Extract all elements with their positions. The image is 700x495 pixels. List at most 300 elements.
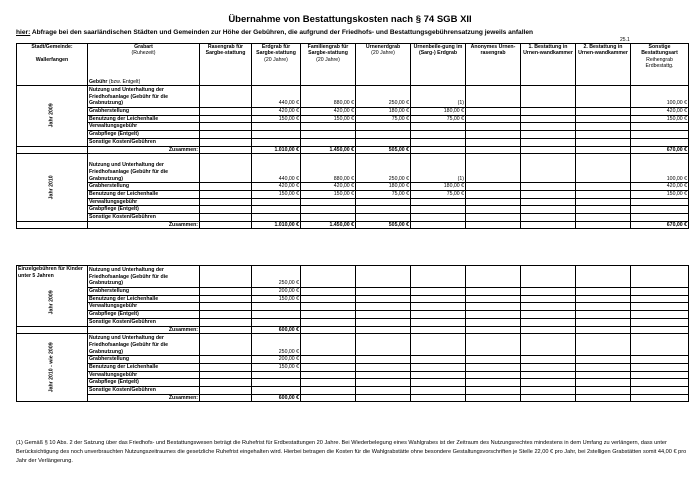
- table-row: [17, 311, 689, 319]
- table-cell: [521, 379, 576, 387]
- table-cell: 150,00 €: [301, 190, 356, 198]
- table-row: [17, 198, 689, 206]
- table-cell: [466, 363, 521, 371]
- table-cell: [200, 131, 252, 139]
- table-cell: [521, 318, 576, 326]
- table-cell: [576, 311, 631, 319]
- table-cell: 1.450,00 €: [301, 221, 356, 229]
- table-cell: [301, 394, 356, 402]
- table-cell: 75,00 €: [356, 190, 411, 198]
- table-row: [17, 334, 689, 356]
- table-cell: [576, 379, 631, 387]
- table-cell: [521, 86, 576, 108]
- table-cell: Benutzung der Leichenhalle: [88, 295, 200, 303]
- year-label-2010: Jahr 2010: [17, 154, 88, 222]
- table-cell: [356, 138, 411, 146]
- table-cell: [301, 138, 356, 146]
- table-cell: [252, 214, 301, 222]
- table-cell: 100,00 €: [631, 86, 689, 108]
- table-cell: [200, 183, 252, 191]
- table-cell: [466, 123, 521, 131]
- table-cell: [521, 154, 576, 183]
- table-cell: [466, 86, 521, 108]
- table-cell: [521, 146, 576, 154]
- table-cell: [252, 311, 301, 319]
- table-cell: Verwaltungsgebühr: [88, 371, 200, 379]
- table-cell: [301, 123, 356, 131]
- table-cell: [411, 387, 466, 395]
- total-row: [17, 221, 689, 229]
- table-cell: [200, 295, 252, 303]
- table-cell: [200, 206, 252, 214]
- table-cell: [411, 318, 466, 326]
- table-cell: [576, 206, 631, 214]
- table-cell: [466, 326, 521, 334]
- table-cell: [301, 387, 356, 395]
- table-cell: [631, 356, 689, 364]
- table-cell: Grabherstellung: [88, 356, 200, 364]
- table-cell: [521, 334, 576, 356]
- header-col7: 1. Bestattung in Urnen-wandkammer: [521, 44, 576, 86]
- table-cell: [200, 363, 252, 371]
- table-cell: [576, 138, 631, 146]
- table-row: [17, 387, 689, 395]
- table-cell: [17, 326, 88, 334]
- table-cell: Benutzung der Leichenhalle: [88, 363, 200, 371]
- table-row: [17, 131, 689, 139]
- table-cell: 420,00 €: [301, 183, 356, 191]
- table-cell: [466, 115, 521, 123]
- table-cell: [521, 311, 576, 319]
- table-cell: [301, 311, 356, 319]
- table-cell: [631, 387, 689, 395]
- table-row: [17, 303, 689, 311]
- table-cell: [252, 303, 301, 311]
- table-cell: [200, 326, 252, 334]
- table-cell: [252, 387, 301, 395]
- table-cell: [521, 183, 576, 191]
- header-col4: Urnenerdgrab (20 Jahre): [356, 44, 411, 86]
- table-cell: [200, 379, 252, 387]
- table-cell: [411, 288, 466, 296]
- page-number: 25.1: [620, 37, 630, 43]
- table-cell: [631, 123, 689, 131]
- table-cell: [466, 387, 521, 395]
- table-cell: [466, 221, 521, 229]
- table-cell: [631, 288, 689, 296]
- table-cell: Zusammen:: [88, 326, 200, 334]
- table-cell: 150,00 €: [301, 115, 356, 123]
- table-cell: 1.010,00 €: [252, 146, 301, 154]
- table-cell: 250,00 €: [356, 86, 411, 108]
- table-cell: [466, 108, 521, 116]
- table-cell: [200, 146, 252, 154]
- table-cell: [521, 295, 576, 303]
- table-cell: [411, 334, 466, 356]
- table-row: [17, 379, 689, 387]
- table-cell: (1): [411, 86, 466, 108]
- document-title: Übernahme von Bestattungskosten nach § 74 SGB XII: [228, 14, 472, 25]
- row-label-sonstige: Sonstige Kosten/Gebühren: [88, 138, 200, 146]
- table-cell: [466, 295, 521, 303]
- table-cell: [200, 334, 252, 356]
- table-cell: 180,00 €: [356, 183, 411, 191]
- table-cell: [631, 318, 689, 326]
- table-cell: [301, 371, 356, 379]
- table-cell: [631, 326, 689, 334]
- table-row: [17, 115, 689, 123]
- table-cell: [466, 303, 521, 311]
- table-cell: [576, 154, 631, 183]
- table-cell: 250,00 €: [356, 154, 411, 183]
- table-cell: Verwaltungsgebühr: [88, 303, 200, 311]
- table-cell: Grabpflege (Entgelt): [88, 311, 200, 319]
- table-cell: [411, 123, 466, 131]
- table-cell: [576, 394, 631, 402]
- subtitle-prefix: hier:: [16, 29, 31, 36]
- table-cell: [631, 303, 689, 311]
- table-cell: 75,00 €: [356, 115, 411, 123]
- year-label-kinder-2009: Einzelgebühren für Kinder unter 5 Jahren Jahr 2009: [17, 266, 88, 327]
- table-cell: Zusammen:: [88, 146, 200, 154]
- table-cell: [200, 221, 252, 229]
- table-cell: [356, 303, 411, 311]
- table-cell: [576, 363, 631, 371]
- table-cell: [576, 198, 631, 206]
- table-cell: [576, 221, 631, 229]
- table-row: [17, 266, 689, 288]
- table-cell: Grabpflege (Entgelt): [88, 379, 200, 387]
- table-cell: [411, 394, 466, 402]
- table-cell: [466, 311, 521, 319]
- table-cell: [356, 379, 411, 387]
- table-cell: [631, 138, 689, 146]
- table-cell: [301, 356, 356, 364]
- table-cell: [576, 318, 631, 326]
- table-cell: [356, 371, 411, 379]
- table-cell: [356, 123, 411, 131]
- table-cell: [200, 108, 252, 116]
- row-label-leichenhalle: Benutzung der Leichenhalle: [88, 115, 200, 123]
- table-cell: [200, 266, 252, 288]
- table-cell: [301, 131, 356, 139]
- table-cell: [200, 356, 252, 364]
- year-label-2009: Jahr 2009: [17, 86, 88, 147]
- table-cell: 150,00 €: [252, 363, 301, 371]
- table-cell: [301, 303, 356, 311]
- table-cell: [576, 146, 631, 154]
- row-label-nutzung: Nutzung und Unterhaltung der Friedhofsanlage (Gebühr für die Grabnutzung): [88, 266, 200, 288]
- table-cell: [356, 356, 411, 364]
- table-cell: [631, 214, 689, 222]
- table-cell: [521, 394, 576, 402]
- table-cell: [466, 131, 521, 139]
- table-cell: [466, 356, 521, 364]
- table-cell: [631, 198, 689, 206]
- table-cell: [411, 326, 466, 334]
- total-row: [17, 326, 689, 334]
- table-cell: [466, 146, 521, 154]
- table-cell: [200, 190, 252, 198]
- table-cell: [576, 288, 631, 296]
- table-cell: [521, 115, 576, 123]
- row-label-grabherstellung: Grabherstellung: [88, 183, 200, 191]
- header-col9: Sonstige Bestattungsart Reihengrab Erdbestattg.: [631, 44, 689, 86]
- table-cell: [576, 131, 631, 139]
- table-cell: 250,00 €: [252, 266, 301, 288]
- table-cell: [411, 138, 466, 146]
- table-cell: [252, 131, 301, 139]
- table-cell: [576, 303, 631, 311]
- table-cell: [521, 221, 576, 229]
- table-cell: [466, 318, 521, 326]
- table-cell: [200, 115, 252, 123]
- table-cell: [301, 379, 356, 387]
- table-cell: [301, 214, 356, 222]
- table-cell: 150,00 €: [252, 115, 301, 123]
- table-cell: [356, 394, 411, 402]
- row-label-nutzung: Nutzung und Unterhaltung der Friedhofsanlage (Gebühr für die Grabnutzung): [88, 154, 200, 183]
- footnote: (1) Gemäß § 10 Abs. 2 der Satzung über das Friedhofs- und Bestattungswesen beträgt die Ruhefrist für Erdbestattungen 20 Jahre. Bei Wiederbelegung eines Wahlgrabes ist der Zeitraum des Nutzungsrechtes mindestens in dem Umfang zu verlängern, dass unter Berücksichtigung des noch unverbrauchten Nutzungszeitraumes die gesetzliche Ruhefrist eingehalten wird. Hierbei betragen die Kosten für die Wahlgrabstätte ohne besondere Gestaltungsvorschriften je Stelle 22,00 € pro Jahr, bei 2stelligen Grabstätten somit 44,00 € pro Jahr der Verlängerung.: [16, 440, 687, 464]
- table-cell: [466, 190, 521, 198]
- table-cell: [466, 206, 521, 214]
- header-stadt: Stadt/Gemeinde: Wallerfangen: [17, 44, 88, 86]
- table-cell: [200, 394, 252, 402]
- table-cell: [356, 311, 411, 319]
- row-label-nutzung: Nutzung und Unterhaltung der Friedhofsanlage (Gebühr für die Grabnutzung): [88, 86, 200, 108]
- table-cell: [521, 356, 576, 364]
- table-cell: 1.010,00 €: [252, 221, 301, 229]
- table-cell: [521, 206, 576, 214]
- table-cell: [576, 266, 631, 288]
- total-row: [17, 146, 689, 154]
- table-cell: 420,00 €: [301, 108, 356, 116]
- table-cell: [576, 334, 631, 356]
- total-row: [17, 394, 689, 402]
- table-cell: 600,00 €: [252, 394, 301, 402]
- header-row: [17, 44, 689, 86]
- row-label-verwaltung: Verwaltungsgebühr: [88, 198, 200, 206]
- table-cell: [466, 379, 521, 387]
- table-cell: [576, 356, 631, 364]
- table-cell: [301, 318, 356, 326]
- table-cell: [521, 387, 576, 395]
- table-cell: [631, 371, 689, 379]
- table-cell: [521, 198, 576, 206]
- table-cell: [411, 198, 466, 206]
- table-cell: 505,00 €: [356, 146, 411, 154]
- table-cell: [200, 154, 252, 183]
- table-cell: [356, 363, 411, 371]
- table-cell: [466, 266, 521, 288]
- fee-table-children: [16, 265, 689, 402]
- table-cell: [200, 214, 252, 222]
- table-cell: [521, 138, 576, 146]
- table-cell: [631, 206, 689, 214]
- table-cell: [411, 295, 466, 303]
- table-cell: 420,00 €: [252, 183, 301, 191]
- table-cell: [411, 146, 466, 154]
- table-row: [17, 123, 689, 131]
- table-cell: [200, 138, 252, 146]
- table-cell: 150,00 €: [631, 115, 689, 123]
- table-cell: [466, 371, 521, 379]
- table-cell: [631, 334, 689, 356]
- table-cell: [576, 371, 631, 379]
- row-label-sonstige: Sonstige Kosten/Gebühren: [88, 214, 200, 222]
- fee-table-adults: [16, 43, 689, 229]
- table-row: [17, 363, 689, 371]
- table-cell: [252, 318, 301, 326]
- table-cell: [466, 183, 521, 191]
- table-cell: 75,00 €: [411, 190, 466, 198]
- table-cell: [411, 311, 466, 319]
- header-col8: 2. Bestattung in Urnen-wandkammer: [576, 44, 631, 86]
- table-cell: Zusammen:: [88, 394, 200, 402]
- table-cell: [466, 154, 521, 183]
- table-row: [17, 356, 689, 364]
- table-cell: [356, 288, 411, 296]
- table-cell: [356, 295, 411, 303]
- table-cell: [576, 190, 631, 198]
- row-label-grabherstellung: Grabherstellung: [88, 108, 200, 116]
- table-row: [17, 190, 689, 198]
- table-cell: Zusammen:: [88, 221, 200, 229]
- header-col2: Erdgrab für Sargbe-stattung (20 Jahre): [252, 44, 301, 86]
- table-cell: [301, 266, 356, 288]
- table-cell: (1): [411, 154, 466, 183]
- table-cell: [576, 115, 631, 123]
- table-cell: [200, 387, 252, 395]
- table-cell: [521, 214, 576, 222]
- table-cell: 420,00 €: [631, 183, 689, 191]
- table-cell: [200, 86, 252, 108]
- table-cell: [200, 303, 252, 311]
- table-cell: Sonstige Kosten/Gebühren: [88, 318, 200, 326]
- table-cell: [356, 266, 411, 288]
- table-cell: [631, 394, 689, 402]
- table-cell: 670,00 €: [631, 221, 689, 229]
- year-label-kinder-2010: Jahr 2010 - wie 2009: [17, 334, 88, 402]
- header-col5: Urnenbeile-gung im (Sarg-) Erdgrab: [411, 44, 466, 86]
- table-cell: 880,00 €: [301, 154, 356, 183]
- table-cell: [411, 371, 466, 379]
- table-cell: [301, 206, 356, 214]
- table-cell: Sonstige Kosten/Gebühren: [88, 387, 200, 395]
- table-cell: [356, 206, 411, 214]
- header-col6: Anonymes Urnen-rasengrab: [466, 44, 521, 86]
- table-cell: [356, 198, 411, 206]
- table-cell: [200, 318, 252, 326]
- table-row: [17, 138, 689, 146]
- table-cell: [301, 295, 356, 303]
- table-cell: [576, 123, 631, 131]
- table-cell: Grabherstellung: [88, 288, 200, 296]
- table-cell: [631, 131, 689, 139]
- table-cell: [411, 214, 466, 222]
- table-cell: [521, 131, 576, 139]
- table-cell: [631, 379, 689, 387]
- table-cell: [521, 326, 576, 334]
- table-cell: [356, 131, 411, 139]
- table-cell: [521, 363, 576, 371]
- table-cell: 200,00 €: [252, 288, 301, 296]
- table-cell: 600,00 €: [252, 326, 301, 334]
- table-cell: 100,00 €: [631, 154, 689, 183]
- table-cell: [301, 326, 356, 334]
- row-label-grabpflege: Grabpflege (Entgelt): [88, 131, 200, 139]
- table-cell: 440,00 €: [252, 86, 301, 108]
- table-row: [17, 108, 689, 116]
- table-cell: 670,00 €: [631, 146, 689, 154]
- table-cell: [17, 221, 88, 229]
- table-cell: [521, 108, 576, 116]
- table-cell: 180,00 €: [411, 183, 466, 191]
- table-cell: [631, 363, 689, 371]
- header-grabart: Grabart (Ruhezeit) Gebühr (bzw. Entgelt): [88, 44, 200, 86]
- table-cell: [252, 123, 301, 131]
- table-row: [17, 288, 689, 296]
- table-cell: [301, 334, 356, 356]
- table-cell: [356, 214, 411, 222]
- table-cell: [200, 371, 252, 379]
- table-cell: 440,00 €: [252, 154, 301, 183]
- table-cell: 420,00 €: [252, 108, 301, 116]
- table-cell: Nutzung und Unterhaltung der Friedhofsanlage (Gebühr für die Grabnutzung): [88, 334, 200, 356]
- table-cell: 1.450,00 €: [301, 146, 356, 154]
- table-cell: [576, 183, 631, 191]
- table-row: [17, 371, 689, 379]
- table-cell: 250,00 €: [252, 334, 301, 356]
- table-cell: [576, 295, 631, 303]
- header-col1: Rasengrab für Sargbe-stattung: [200, 44, 252, 86]
- table-cell: [252, 379, 301, 387]
- row-label-leichenhalle: Benutzung der Leichenhalle: [88, 190, 200, 198]
- table-cell: 505,00 €: [356, 221, 411, 229]
- table-cell: [466, 138, 521, 146]
- table-cell: [252, 371, 301, 379]
- document-subtitle: [16, 29, 533, 36]
- table-cell: [411, 221, 466, 229]
- table-cell: [521, 303, 576, 311]
- header-col3: Familiengrab für Sargbe-stattung (20 Jahre): [301, 44, 356, 86]
- table-cell: 75,00 €: [411, 115, 466, 123]
- table-cell: [356, 318, 411, 326]
- table-cell: 150,00 €: [252, 190, 301, 198]
- table-cell: [411, 303, 466, 311]
- table-cell: [200, 123, 252, 131]
- table-cell: [411, 363, 466, 371]
- subtitle-text: Abfrage bei den saarländischen Städten und Gemeinden zur Höhe der Gebühren, die aufgrund der Friedhofs- und Bestattungsgebührensatzung jeweils anfallen: [30, 29, 534, 36]
- table-cell: 180,00 €: [356, 108, 411, 116]
- row-label-grabpflege: Grabpflege (Entgelt): [88, 206, 200, 214]
- table-cell: [301, 198, 356, 206]
- table-row: [17, 206, 689, 214]
- table-cell: [356, 387, 411, 395]
- table-cell: [411, 206, 466, 214]
- table-cell: [521, 371, 576, 379]
- table-cell: [466, 214, 521, 222]
- table-cell: [521, 190, 576, 198]
- table-cell: [200, 198, 252, 206]
- table-cell: [411, 379, 466, 387]
- table-cell: [576, 326, 631, 334]
- table-cell: [411, 356, 466, 364]
- table-cell: [411, 266, 466, 288]
- table-cell: [466, 198, 521, 206]
- table-row: [17, 154, 689, 183]
- table-cell: [521, 266, 576, 288]
